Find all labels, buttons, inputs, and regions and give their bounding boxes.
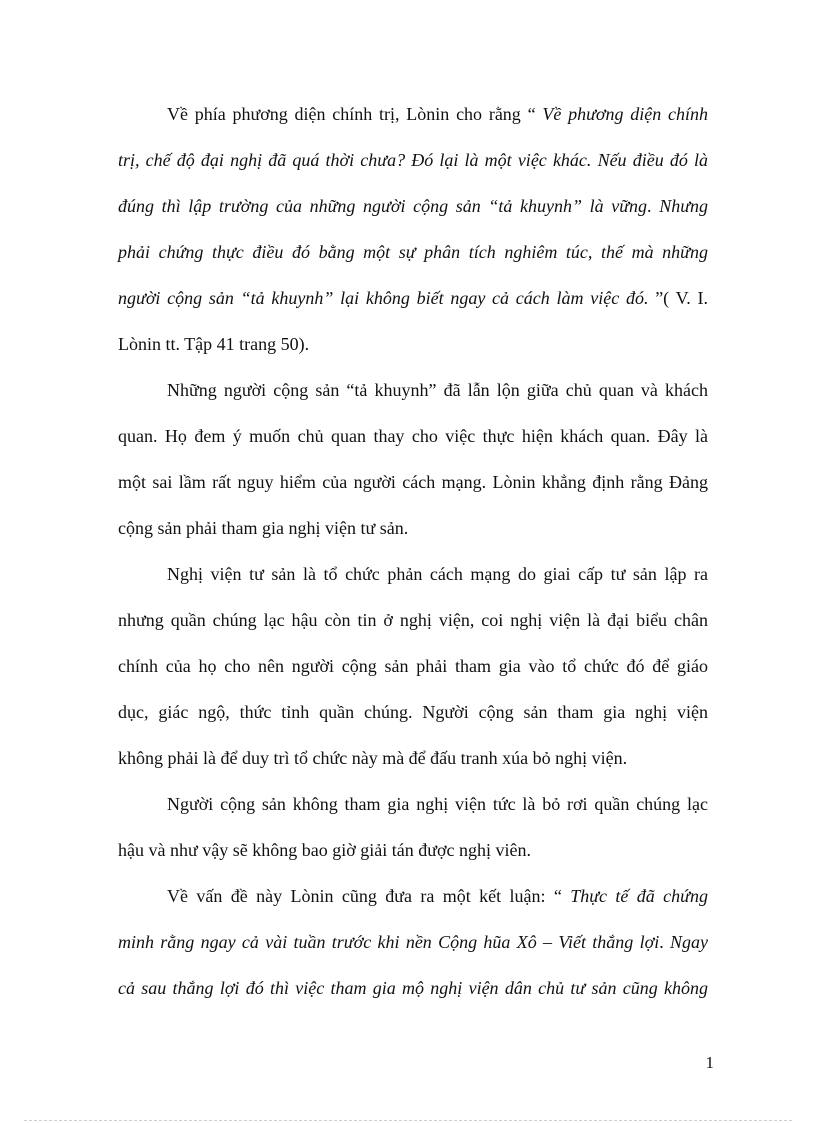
text-line: nhưng quần chúng lạc hậu còn tin ở nghị viện, coi nghị viện là đại biểu chân — [118, 610, 708, 630]
page-bottom-divider — [24, 1120, 792, 1121]
text-line: chính của họ cho nên người cộng sản phải tham gia vào tổ chức đó để giáo — [118, 656, 708, 676]
text-line — [167, 883, 708, 909]
citation-segment: ”( V. I. — [655, 288, 708, 308]
quote-segment: người cộng sản “tả khuynh” lại không biết ngay cả cách làm việc đó. — [118, 288, 656, 308]
text-line — [118, 975, 708, 1001]
quote-segment: cả sau thắng lợi đó thì việc tham gia mộ nghị viện dân chủ tư sản cũng không — [118, 978, 708, 998]
text-line: Nghị viện tư sản là tổ chức phản cách mạng do giai cấp tư sản lập ra — [167, 564, 708, 584]
text-line — [167, 101, 708, 127]
text-line: Người cộng sản không tham gia nghị viện tức là bỏ rơi quần chúng lạc — [167, 794, 708, 814]
text-line: cộng sản phải tham gia nghị viện tư sản. — [118, 518, 409, 538]
text-line — [118, 285, 708, 311]
quote-segment: trị, chế độ đại nghị đã quá thời chưa? Đó lại là một việc khác. Nếu điều đó là — [118, 150, 708, 170]
text-line: quan. Họ đem ý muốn chủ quan thay cho việc thực hiện khách quan. Đây là — [118, 426, 708, 446]
text-line — [118, 929, 708, 955]
quote-segment: đúng thì lập trường của những người cộng sản “tả khuynh” là vững — [118, 196, 648, 216]
page-number: 1 — [705, 1053, 714, 1072]
text-line: hậu và như vậy sẽ không bao giờ giải tán được nghị viên. — [118, 840, 531, 860]
text-line — [118, 147, 708, 173]
quote-segment: Về phương diện chính — [542, 104, 709, 124]
text-line: dục, giác ngộ, thức tỉnh quần chúng. Người cộng sản tham gia nghị viện — [118, 702, 708, 722]
text-segment: . — [647, 196, 660, 216]
text-line — [118, 193, 708, 219]
quote-segment: Ngay — [670, 932, 709, 952]
quote-segment: Nhưng — [659, 196, 709, 216]
text-line — [118, 331, 708, 357]
text-line: Những người cộng sản “tả khuynh” đã lẫn lộn giữa chủ quan và khách — [167, 380, 708, 400]
text-segment: Về phía phương diện chính trị, Lònin cho rằng “ — [167, 104, 543, 124]
text-line: một sai lầm rất nguy hiểm của người cách mạng. Lònin khẳng định rằng Đảng — [118, 472, 708, 492]
text-line — [118, 239, 708, 265]
citation-segment: Lònin tt. Tập 41 trang 50). — [118, 334, 310, 354]
text-line: không phải là để duy trì tổ chức này mà để đấu tranh xúa bỏ nghị viện. — [118, 748, 628, 768]
quote-segment: minh rằng ngay cả vài tuần trước khi nền Cộng hũa Xô – Viết thắng lợi — [118, 932, 660, 952]
quote-segment: phải chứng thực điều đó bằng một sự phân tích nghiêm túc, thế mà những — [118, 242, 708, 262]
text-segment: . — [659, 932, 671, 952]
text-segment: Về vấn đề này Lònin cũng đưa ra một kết luận: “ — [167, 886, 571, 906]
quote-segment: Thực tế đã chứng — [570, 886, 708, 906]
